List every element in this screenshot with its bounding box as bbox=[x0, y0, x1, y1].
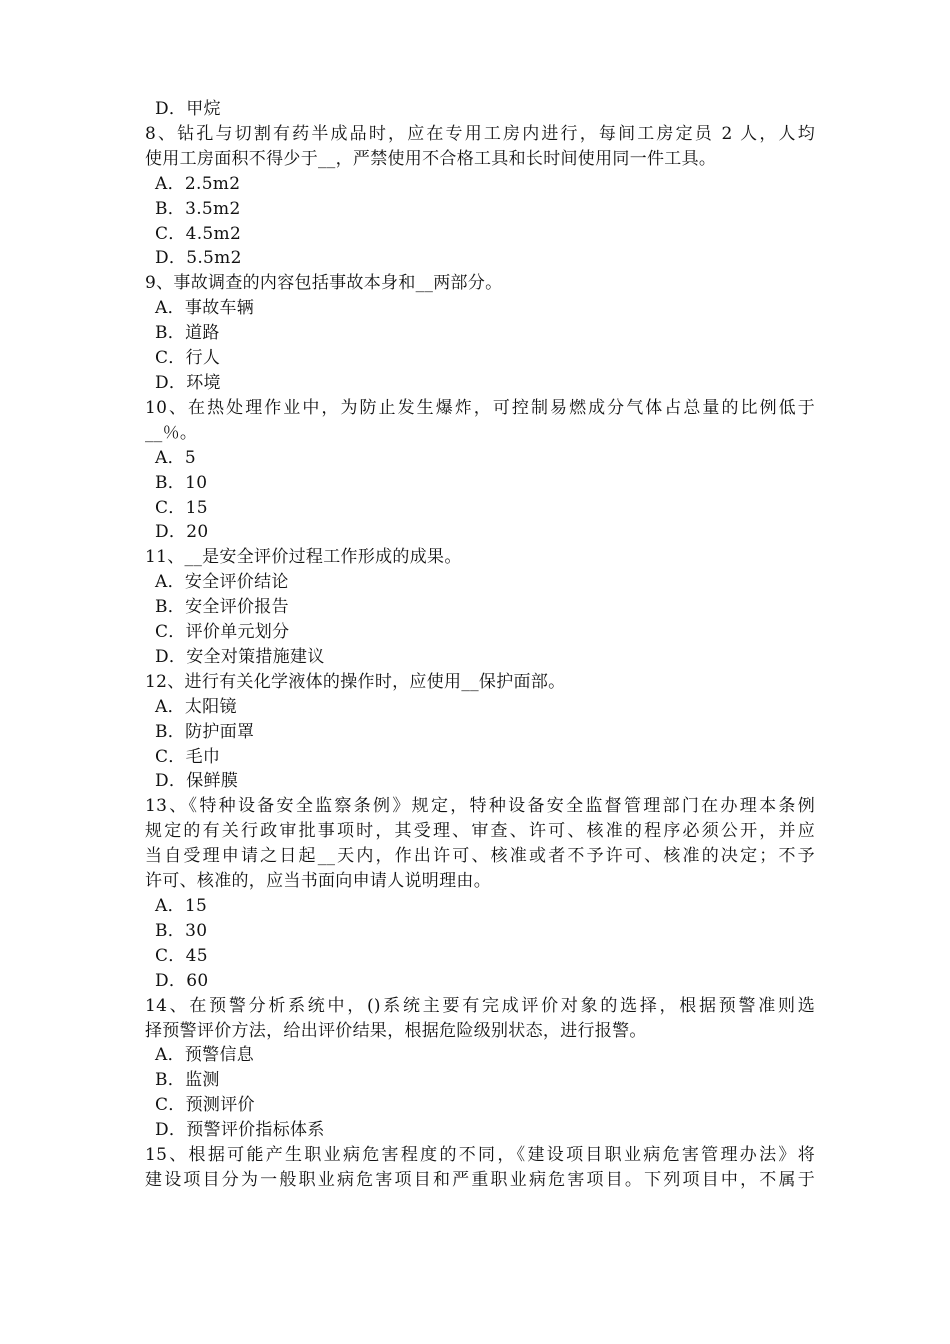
answer-option: D．预警评价指标体系 bbox=[155, 1120, 325, 1141]
answer-option: C．预测评价 bbox=[155, 1095, 255, 1116]
question-line: 11、__是安全评价过程工作形成的成果。 bbox=[145, 547, 462, 568]
answer-option: B．防护面罩 bbox=[155, 721, 255, 742]
answer-option: B．30 bbox=[155, 920, 208, 941]
question-text bbox=[145, 1143, 815, 1193]
question-line: 规定的有关行政审批事项时，其受理、审查、许可、核准的程序必须公开，并应 bbox=[145, 821, 815, 842]
answer-option: A．预警信息 bbox=[155, 1045, 255, 1066]
question-text bbox=[145, 794, 815, 894]
answer-option: C．评价单元划分 bbox=[155, 622, 290, 643]
answer-option: D．保鲜膜 bbox=[155, 771, 239, 792]
answer-option: C．毛巾 bbox=[155, 746, 221, 767]
question-line: 10、在热处理作业中，为防止发生爆炸，可控制易燃成分气体占总量的比例低于 bbox=[145, 397, 815, 418]
answer-option: D．安全对策措施建议 bbox=[155, 646, 325, 667]
answer-option: A．太阳镜 bbox=[155, 696, 237, 717]
answer-option: A．2.5m2 bbox=[155, 173, 241, 194]
answer-option: D．60 bbox=[155, 970, 209, 991]
answer-option: B．3.5m2 bbox=[155, 198, 241, 219]
question-line: 12、进行有关化学液体的操作时，应使用__保护面部。 bbox=[145, 671, 566, 692]
answer-option: D．甲烷 bbox=[155, 99, 221, 119]
answer-option: D．5.5m2 bbox=[155, 248, 242, 269]
answer-option: A．事故车辆 bbox=[155, 298, 255, 319]
question-line: 择预警评价方法，给出评价结果，根据危险级别状态，进行报警。 bbox=[145, 1020, 647, 1041]
question-text bbox=[145, 122, 815, 172]
question-line: 8、钻孔与切割有药半成品时，应在专用工房内进行，每间工房定员 2 人，人均 bbox=[145, 123, 815, 144]
question-line: 15、根据可能产生职业病危害程度的不同，《建设项目职业病危害管理办法》将 bbox=[145, 1145, 815, 1166]
answer-option: B．安全评价报告 bbox=[155, 597, 289, 618]
question-line: 当自受理申请之日起__天内，作出许可、核准或者不予许可、核准的决定；不予 bbox=[145, 846, 815, 867]
question-line: 14、在预警分析系统中，()系统主要有完成评价对象的选择，根据预警准则选 bbox=[145, 995, 815, 1016]
question-text bbox=[145, 545, 815, 570]
answer-option: D．环境 bbox=[155, 372, 221, 393]
answer-option: C．45 bbox=[155, 945, 208, 966]
answer-option: B．10 bbox=[155, 472, 208, 493]
question-text bbox=[145, 994, 815, 1044]
question-line: __％。 bbox=[145, 422, 198, 443]
answer-option: A．5 bbox=[155, 447, 196, 468]
answer-option: B．道路 bbox=[155, 323, 220, 344]
question-line: 13、《特种设备安全监察条例》规定，特种设备安全监督管理部门在办理本条例 bbox=[145, 796, 815, 817]
answer-option: C．行人 bbox=[155, 348, 221, 369]
answer-option: C．15 bbox=[155, 497, 208, 518]
answer-option: B．监测 bbox=[155, 1070, 220, 1091]
question-line: 9、事故调查的内容包括事故本身和__两部分。 bbox=[145, 273, 503, 294]
answer-option: A．安全评价结论 bbox=[155, 572, 289, 593]
document-body bbox=[145, 97, 815, 1193]
answer-option: C．4.5m2 bbox=[155, 223, 242, 244]
question-text bbox=[145, 670, 815, 695]
answer-option: D．20 bbox=[155, 522, 209, 543]
answer-option: A．15 bbox=[155, 896, 208, 916]
question-line: 建设项目分为一般职业病危害项目和严重职业病危害项目。下列项目中，不属于 bbox=[145, 1169, 815, 1190]
question-text bbox=[145, 271, 815, 296]
question-line: 许可、核准的，应当书面向申请人说明理由。 bbox=[145, 871, 491, 892]
question-text bbox=[145, 396, 815, 446]
question-line: 使用工房面积不得少于__，严禁使用不合格工具和长时间使用同一件工具。 bbox=[145, 148, 717, 169]
